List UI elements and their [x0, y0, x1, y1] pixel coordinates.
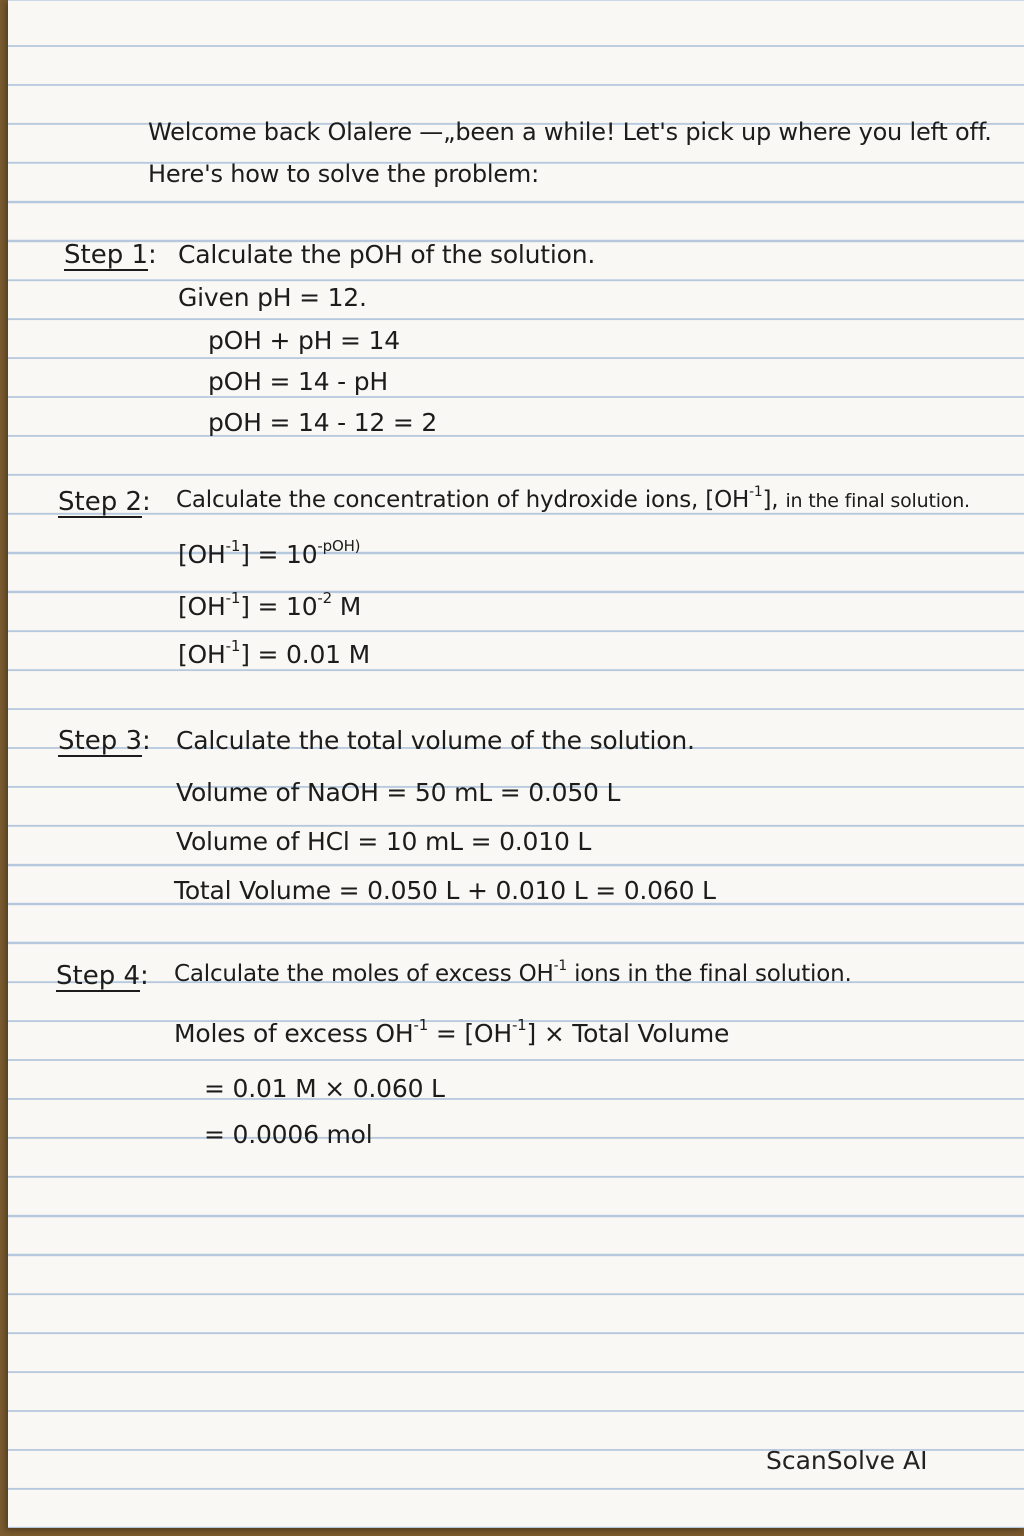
step-2-title: Calculate the concentration of hydroxide ions, $[OH^{-1}]$, in the final solution. — [176, 483, 970, 513]
step-4-moles-formula: Moles of excess $OH^{-1} = [OH^{-1}]$ × Total Volume — [174, 1016, 730, 1048]
intro-line-2: Here's how to solve the problem: — [148, 160, 539, 188]
step-4-calc-2: = 0.0006 mol — [204, 1120, 373, 1149]
step-3-line-1: Volume of NaOH = 50 mL = 0.050 L — [176, 778, 621, 807]
step-1-equation-1: pOH + pH = 14 — [208, 326, 400, 355]
step-2-equation-3: $[OH^{-1}] = 0.01$ M — [178, 637, 370, 669]
step-1-given: Given pH = 12. — [178, 283, 367, 312]
step-1-equation-2: pOH = 14 - pH — [208, 367, 388, 396]
brand-signature: ScanSolve AI — [766, 1446, 928, 1475]
step-3-line-2: Volume of HCl = 10 mL = 0.010 L — [176, 827, 592, 856]
notebook-paper — [8, 0, 1024, 1528]
step-3-label: Step 3: — [58, 726, 151, 756]
step-4-title: Calculate the moles of excess $OH^{-1}$ ions in the final solution. — [174, 957, 852, 987]
step-2-label: Step 2: — [58, 487, 151, 517]
step-3-line-3: Total Volume = 0.050 L + 0.010 L = 0.060 L — [174, 876, 716, 905]
intro-line-1: Welcome back Olalere —„been a while! Let's pick up where you left off. — [148, 118, 992, 146]
step-1-title: Calculate the pOH of the solution. — [178, 240, 596, 269]
step-3-title: Calculate the total volume of the solution. — [176, 726, 695, 755]
step-4-calc-1: = 0.01 M × 0.060 L — [204, 1074, 445, 1103]
step-2-equation-2: $[OH^{-1}] = 10^{-2}$ M — [178, 589, 362, 621]
step-2-equation-1: $[OH^{-1}] = 10^{-pOH)}$ — [178, 537, 361, 569]
step-1-equation-3: pOH = 14 - 12 = 2 — [208, 408, 438, 437]
step-1-label: Step 1: — [64, 240, 157, 270]
step-4-label: Step 4: — [56, 961, 149, 991]
